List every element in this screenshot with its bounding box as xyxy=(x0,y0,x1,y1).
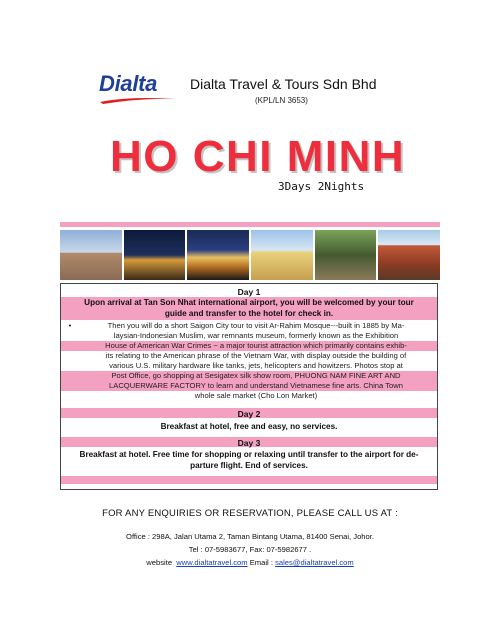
day3-lead-line1: Breakfast at hotel. Free time for shopping or relaxing until transfer to the airport for de- xyxy=(79,450,419,459)
day3-bottom-band xyxy=(61,476,437,484)
tel-fax: Tel : 07-5983677, Fax: 07-5982677 . xyxy=(188,545,312,554)
day1-bullet-line-7: LACQUERWARE FACTORY to learn and understand Vietnamese fine arts. China Town xyxy=(109,381,403,390)
logo-swoosh-icon xyxy=(99,96,177,104)
email-link[interactable]: sales@dialtatravel.com xyxy=(275,558,354,567)
day3-lead-line2: parture flight. End of services. xyxy=(190,461,308,470)
day1-bullet-line-5: various U.S. military hardware like tanks, jets, helicopters and howitzers. Photos stop at xyxy=(109,361,403,370)
destination-title: HO CHI MINH xyxy=(110,132,406,181)
itinerary-box xyxy=(60,283,438,490)
day1-heading: Day 1 xyxy=(237,287,261,297)
website-link[interactable]: www.dialtatravel.com xyxy=(176,558,248,567)
day1-bullet-line-8: whole sale market (Cho Lon Market) xyxy=(194,391,318,400)
office-address: Office : 298A, Jalan Utama 2, Taman Bintang Utama, 81400 Senai, Johor. xyxy=(126,532,374,541)
company-name: Dialta Travel & Tours Sdn Bhd xyxy=(190,76,377,92)
pink-divider xyxy=(60,222,440,227)
bullet-icon: • xyxy=(68,321,72,330)
photo-city-street xyxy=(60,230,122,280)
day1-bullet-line-6: Post Office, go shopping at Sesigatex silk show room, PHUONG NAM FINE ART AND xyxy=(111,371,401,380)
website-label: website xyxy=(146,558,173,567)
day1-bullet-line-1: • Then you will do a short Saigon City tour to visit Ar-Rahim Mosque---built in 1885 by Ma- xyxy=(63,321,435,331)
dialta-logo xyxy=(99,71,177,105)
contact-web-email xyxy=(60,558,440,567)
day1-lead-line1: Upon arrival at Tan Son Nhat international airport, you will be welcomed by your tour xyxy=(84,298,414,307)
photo-strip xyxy=(60,230,440,280)
day2-heading: Day 2 xyxy=(237,409,261,419)
day3-heading: Day 3 xyxy=(237,438,261,448)
photo-night-riverfront xyxy=(124,230,186,280)
license-number: (KPL/LN 3653) xyxy=(255,96,308,105)
logo-text: Dialta xyxy=(99,71,158,96)
tour-duration: 3Days 2Nights xyxy=(278,180,365,193)
photo-ben-thanh-market xyxy=(378,230,440,280)
day1-lead-line2: guide and transfer to the hotel for check in. xyxy=(164,309,334,318)
day1-bullet-line-4: its relating to the American phrase of the Vietnam War, with display outside the building of xyxy=(105,351,407,360)
photo-city-hall-night xyxy=(187,230,249,280)
enquiry-heading: FOR ANY ENQUIRIES OR RESERVATION, PLEASE CALL US AT : xyxy=(102,508,398,519)
photo-garden xyxy=(315,230,377,280)
email-label: Email : xyxy=(249,558,273,567)
day1-bullet-line-2: laysian-Indonesian Muslim, war remnants museum, formerly known as the Exhibition xyxy=(113,331,399,340)
photo-city-hall-day xyxy=(251,230,313,280)
day1-bullet-line-3: House of American War Crimes ~ a major tourist attraction which primarily contains exhib- xyxy=(105,341,407,350)
day2-lead: Breakfast at hotel, free and easy, no services. xyxy=(160,422,338,431)
